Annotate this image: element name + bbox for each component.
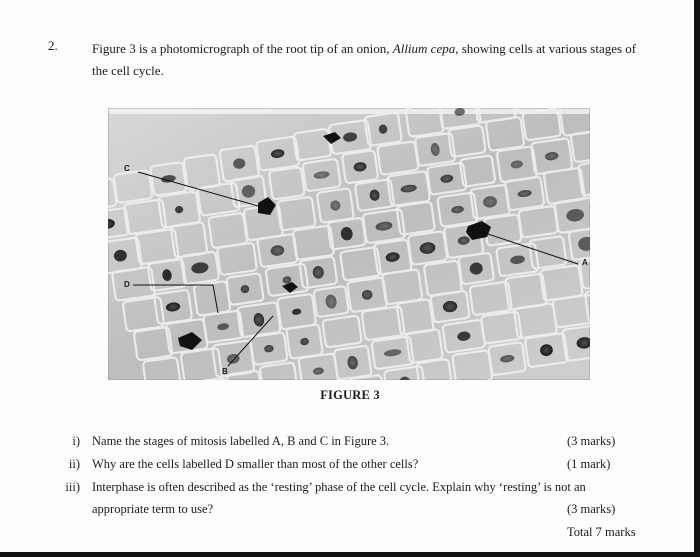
figure-label-d: D — [124, 280, 130, 289]
stem-line2: the cell cycle. — [92, 63, 164, 78]
subquestion-text: Name the stages of mitosis labelled A, B and C in Figure 3. — [92, 434, 390, 448]
figure-caption: FIGURE 3 — [320, 388, 380, 402]
subquestion-text-continued: appropriate term to use? — [92, 502, 214, 516]
stem-suffix: , showing cells at various stages of — [455, 41, 637, 56]
subquestion-number: i) — [72, 434, 80, 448]
subquestion-marks: (3 marks) — [567, 434, 616, 448]
subquestion-text: Why are the cells labelled D smaller than most of the other cells? — [92, 457, 419, 471]
subquestion-marks: (3 marks) — [567, 502, 616, 516]
question-stem — [92, 38, 662, 82]
figure-label-a: A — [582, 258, 588, 267]
root-tip-photomicrograph — [108, 108, 590, 380]
figure-label-b: B — [222, 367, 228, 376]
figure-label-c: C — [124, 164, 130, 173]
total-marks: Total 7 marks — [567, 525, 636, 539]
species-name: Allium cepa — [392, 41, 456, 56]
stem-prefix: Figure 3 is a photomicrograph of the root tip of an onion, — [92, 41, 390, 56]
subquestion-number: ii) — [68, 457, 80, 471]
question-number: 2. — [48, 38, 58, 53]
subquestion-marks: (1 mark) — [567, 457, 611, 471]
subquestion-number: iii) — [65, 480, 80, 494]
subquestion-text: Interphase is often described as the ‘resting’ phase of the cell cycle. Explain why ‘resting’ is not an — [92, 480, 586, 494]
